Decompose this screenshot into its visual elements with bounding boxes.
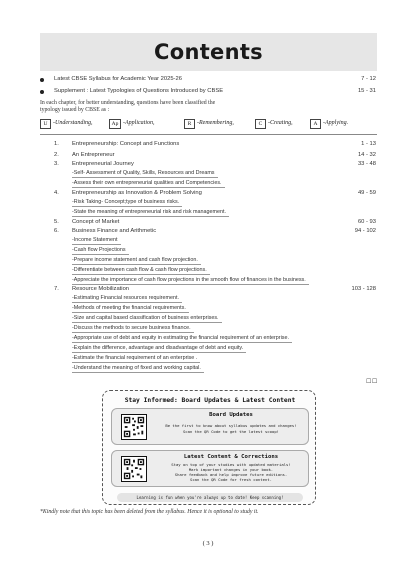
typology-label: -Applying. <box>323 120 349 126</box>
subtopic: -Appreciate the importance of cash flow projections in the smooth flow of finances in the business. <box>72 277 309 285</box>
panel-line: Stay on top of your studies with updated materials! <box>171 462 291 467</box>
info-box-title: Stay Informed: Board Updates & Latest Content <box>124 397 296 404</box>
chapter-title: Concept of Market <box>72 219 120 225</box>
page-number: ( 3 ) <box>202 540 214 547</box>
page-title: Contents <box>154 40 263 64</box>
info-box-footer: Learning is fun when you're always up to date! Keep scanning! <box>117 493 303 502</box>
subtopic: -Risk Taking- Concept;type of business risks. <box>72 199 182 207</box>
subtopic: -Explain the difference, advantage and disadvantage of debt and equity. <box>72 345 246 353</box>
chapter-title: Entrepreneurship as Innovation & Problem Solving <box>72 190 202 196</box>
chapter-number: 4. <box>54 190 59 196</box>
subtopic: -Appropriate use of debt and equity in estimating the financial requirement of an enterprise. <box>72 335 292 343</box>
typology-legend <box>40 118 377 131</box>
typology-code: C <box>255 119 266 129</box>
subtopic: -State the meaning of entrepreneurial risk and risk management. <box>72 209 229 217</box>
subtopic: -Estimate the financial requirement of an enterprise . <box>72 355 200 363</box>
chapter-title: Entrepreneurial Journey <box>72 161 134 167</box>
chapter-number: 1. <box>54 141 59 147</box>
panel-line: Scan the QR Code to get the latest scoop! <box>182 429 280 434</box>
chapter-pages: 49 - 59 <box>357 190 376 196</box>
latest-content-qr-icon[interactable] <box>121 456 147 482</box>
panel-line: Scan the QR Code for fresh content. <box>190 477 272 482</box>
subtopic: -Size and capital based classification of business enterprises. <box>72 315 222 323</box>
latest-content-title: Latest Content & Corrections <box>183 454 279 460</box>
subtopic: -Prepare income statement and cash flow projection. <box>72 257 201 265</box>
typology-label: -Understanding, <box>53 120 93 126</box>
chapter-pages: 33 - 48 <box>357 161 376 167</box>
chapter-pages: 14 - 32 <box>357 152 376 158</box>
chapter-number: 7. <box>54 286 59 292</box>
chapter-pages: 103 - 128 <box>351 286 376 292</box>
chapter-number: 3. <box>54 161 59 167</box>
panel-line: Share feedback and help improve future editions. <box>174 472 288 477</box>
front-matter-item[interactable] <box>40 76 377 87</box>
front-matter-pages: 15 - 31 <box>357 88 376 94</box>
panel-line: Mark important changes in your book. <box>188 467 274 472</box>
board-updates-panel <box>111 408 309 445</box>
front-matter-label: Latest CBSE Syllabus for Academic Year 2025-26 <box>54 76 182 82</box>
bullet-icon <box>40 78 44 82</box>
latest-content-panel <box>111 450 309 487</box>
footnote: *Kindly note that this topic has been deleted from the syllabus. Hence it is optional to study it. <box>40 509 259 515</box>
panel-line: Be the first to know about syllabus updates and changes! <box>165 423 297 428</box>
subtopic: -Discuss the methods to secure business finance. <box>72 325 194 333</box>
subtopic: -Differentiate between cash flow & cash flow projections. <box>72 267 210 275</box>
front-matter-item[interactable] <box>40 88 377 99</box>
chapter-title: Entrepreneurship: Concept and Functions <box>72 141 180 147</box>
typology-code: R <box>184 119 195 129</box>
chapter-title: An Entrepreneur <box>72 152 115 158</box>
chapter-title: Resource Mobilization <box>72 286 130 292</box>
chapter-number: 6. <box>54 228 59 234</box>
subtopic: -Self- Assessment of Quality, Skills, Resources and Dreams <box>72 170 218 178</box>
subtopic: -Understand the meaning of fixed and working capital. <box>72 365 204 373</box>
board-updates-title: Board Updates <box>209 412 253 418</box>
contents-title-band <box>40 33 377 71</box>
typology-label: -Creating, <box>268 120 293 126</box>
divider <box>40 134 377 135</box>
typology-label: -Remembering, <box>197 120 234 126</box>
chapter-number: 2. <box>54 152 59 158</box>
intro-line: typology issued by CBSE as : <box>40 107 110 113</box>
typology-label: -Application, <box>123 120 155 126</box>
chapter-pages: 94 - 102 <box>354 228 376 234</box>
chapter-number: 5. <box>54 219 59 225</box>
front-matter-pages: 7 - 12 <box>361 76 376 82</box>
subtopic: -Methods of meeting the financial requirements. <box>72 305 189 313</box>
intro-line: In each chapter, for better understanding, questions have been classified the <box>40 100 216 106</box>
chapter-title: Business Finance and Arithmetic <box>72 228 157 234</box>
board-updates-qr-icon[interactable] <box>121 414 147 440</box>
chapter-pages: 60 - 93 <box>357 219 376 225</box>
typology-intro <box>40 100 377 114</box>
subtopic: -Estimating Financial resources requirement. <box>72 295 182 303</box>
typology-code: A <box>310 119 321 129</box>
stay-informed-box <box>102 390 316 505</box>
chapter-pages: 1 - 13 <box>361 141 376 147</box>
subtopic: -Assess their own entrepreneurial qualities and Competencies. <box>72 180 225 188</box>
checkbox-squares-icon: ☐☐ <box>366 379 378 385</box>
subtopic: -Cash flow Projections <box>72 247 129 255</box>
typology-code: U <box>40 119 51 129</box>
typology-code: Ap <box>109 119 121 129</box>
bullet-icon <box>40 90 44 94</box>
front-matter-label: Supplement : Latest Typologies of Questions Introduced by CBSE <box>54 88 224 94</box>
subtopic: -Income Statement <box>72 237 121 245</box>
